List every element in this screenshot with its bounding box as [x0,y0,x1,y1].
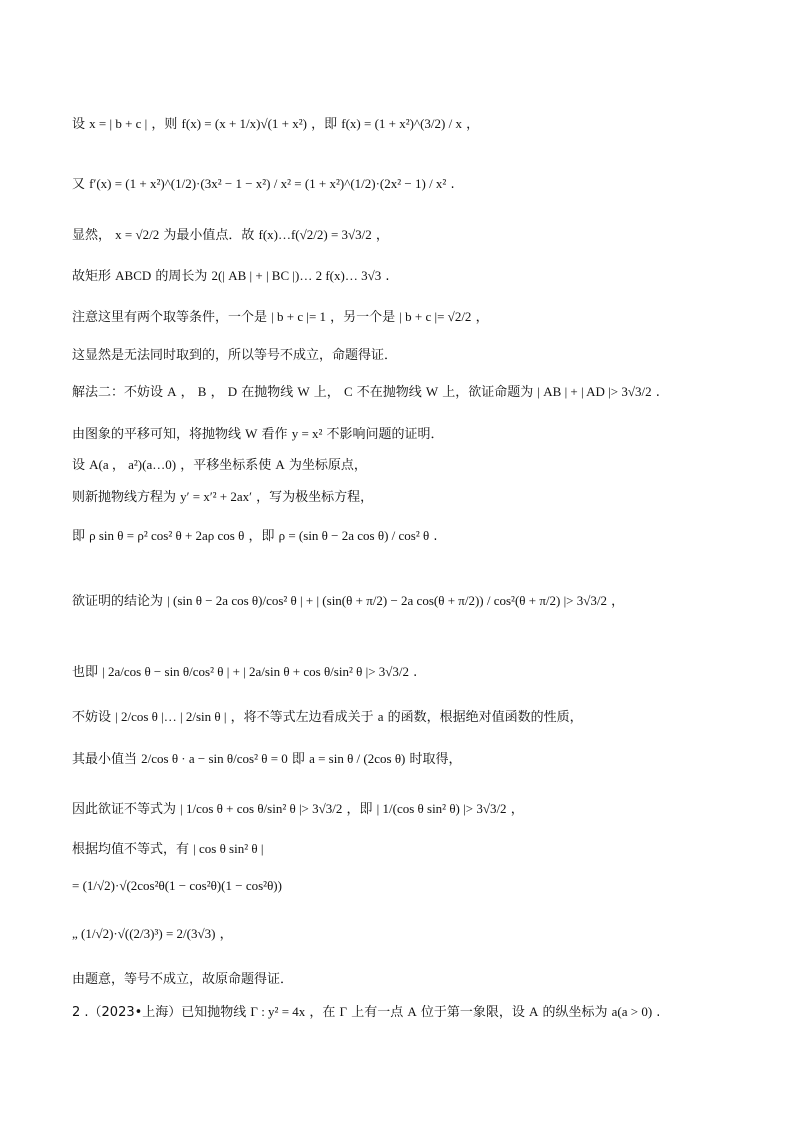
math-expression: x = | b + c | [89,116,148,131]
text-segment: . [446,177,455,192]
math-expression: x = √2/2 [115,227,160,242]
text-line-l11 [72,527,754,546]
math-expression: | cos θ sin² θ | [193,841,264,856]
text-segment: 设 [72,458,90,473]
text-segment: ， [607,594,625,609]
text-line-l18 [72,877,754,895]
text-segment: ， [176,385,198,400]
text-segment: ，将不等式左边看成关于 [226,710,378,725]
math-expression: | 1/cos θ + cos θ/sin² θ |> 3√3/2 [180,801,343,816]
math-expression: | 2a/cos θ − sin θ/cos² θ | + | 2a/sin θ + cos θ/sin² θ |> 3√3/2 [102,664,410,679]
text-segment: 看作 [257,427,292,442]
text-segment: 不影响问题的证明． [322,427,444,442]
text-segment: 为最小值点．故 [159,228,259,243]
text-line-l15 [72,750,754,769]
math-expression: f(x) = (x + 1/x)√(1 + x²) [181,116,307,131]
text-segment: 根据均值不等式，有 [72,842,194,857]
text-segment: ， [371,228,389,243]
math-expression: ABCD [115,268,152,283]
text-line-l03 [72,226,754,245]
math-expression: f(x)…f(√2/2) = 3√3/2 [258,227,372,242]
text-line-l05 [72,308,754,327]
text-segment: 设 [72,117,90,132]
text-segment: 注意这里有两个取等条件，一个是 [72,310,272,325]
text-segment: 欲证明的结论为 [72,594,168,609]
text-segment: ，即 [307,117,342,132]
math-expression: f′(x) = (1 + x²)^(1/2)·(3x² − 1 − x²) / x² = (1 + x²)^(1/2)·(2x² − 1) / x² [89,176,447,191]
math-expression: | 2/cos θ |… | 2/sin θ | [115,709,227,724]
math-expression: | 1/(cos θ sin² θ) |> 3√3/2 [376,801,507,816]
text-segment: 为坐标原点， [284,458,367,473]
math-expression: ρ = (sin θ − 2a cos θ) / cos² θ [278,528,430,543]
next-problem-statement [72,1001,764,1020]
text-line-l19 [72,925,754,944]
text-segment: 的纵坐标为 [538,1005,612,1020]
math-expression: W [297,384,310,399]
math-expression: | (sin θ − 2a cos θ)/cos² θ | + | (sin(θ + π/2) − 2a cos(θ + π/2)) / cos²(θ + π/2) |> 3√3/2 [167,593,608,608]
text-segment: 即 [287,752,310,767]
math-expression: 2(| AB | + | BC |)… 2 f(x)… 3√3 [211,268,382,283]
text-segment: ， [215,927,233,942]
text-segment: 解法二：不妨设 [72,385,168,400]
text-line-l08 [72,425,754,444]
text-segment: 上有一点 [347,1005,408,1020]
text-segment: . [651,385,660,400]
math-expression: „ (1/√2)·√((2/3)³) = 2/(3√3) [72,926,216,941]
text-line-l04 [72,267,754,286]
text-segment: ，另一个是 [326,310,400,325]
text-segment: . [381,269,390,284]
math-expression: a = sin θ / (2cos θ) [309,751,406,766]
math-expression: y = x² [291,426,323,441]
text-line-l09 [72,456,754,475]
math-expression: f(x) = (1 + x²)^(3/2) / x [341,116,462,131]
text-segment: 由题意，等号不成立，故原命题得证． [72,972,294,987]
text-line-l10 [72,488,754,507]
text-line-l14 [72,708,754,727]
text-segment: 故矩形 [72,269,116,284]
math-expression: A [407,1004,417,1019]
math-expression: | b + c |= 1 [271,309,327,324]
math-expression: y′ = x′² + 2ax′ [180,489,253,504]
text-segment: . [652,1005,661,1020]
text-line-l17 [72,840,754,859]
text-segment: ， [206,385,228,400]
math-expression: A [275,457,285,472]
text-segment: 由图象的平移可知，将抛物线 [72,427,246,442]
math-expression: = (1/√2)·√(2cos²θ(1 − cos²θ)(1 − cos²θ)) [72,878,282,893]
text-segment: 其最小值当 [72,752,142,767]
math-expression: A(a ， a²)(a…0) [89,457,177,472]
text-segment: 则新抛物线方程为 [72,490,181,505]
math-expression: Γ : y² = 4x [250,1004,306,1019]
text-segment: 上，欲证命题为 [438,385,538,400]
text-line-l07 [72,383,754,402]
text-segment: ，即 [244,529,279,544]
text-segment: ， [471,310,489,325]
math-expression: a [377,709,384,724]
text-segment: 即 [72,529,90,544]
text-line-l01 [72,115,754,134]
text-segment: ， [506,802,524,817]
text-segment: 因此欲证不等式为 [72,802,181,817]
math-expression: A [528,1004,539,1019]
math-expression: W [425,384,439,399]
math-expression: | AB | + | AD |> 3√3/2 [537,384,652,399]
text-segment: ，即 [342,802,377,817]
text-segment: 显然， [72,228,116,243]
text-segment: ，在 [305,1005,340,1020]
math-expression: W [245,426,258,441]
text-line-l20 [72,970,754,989]
text-segment: 上， [309,385,344,400]
text-segment: ，则 [147,117,182,132]
text-segment: . [409,665,418,680]
math-expression: | b + c |= √2/2 [399,309,472,324]
text-segment: 的函数，根据绝对值函数的性质， [383,710,583,725]
text-line-l06 [72,346,754,365]
text-segment: . [429,529,438,544]
text-segment: 也即 [72,665,103,680]
text-line-l02 [72,175,754,194]
math-expression: D [227,384,238,399]
text-segment: 不妨设 [72,710,116,725]
math-expression: C [343,384,353,399]
text-segment: ，写为极坐标方程， [252,490,374,505]
math-expression: A [167,384,177,399]
text-segment: 不在抛物线 [352,385,426,400]
math-expression: Γ [339,1004,348,1019]
text-segment: 的周长为 [151,269,212,284]
math-expression: 2/cos θ · a − sin θ/cos² θ = 0 [141,751,288,766]
text-segment: 这显然是无法同时取到的，所以等号不成立，命题得证． [72,348,398,363]
text-segment: ，平移坐标系使 [176,458,276,473]
text-segment: 位于第一象限，设 [416,1005,529,1020]
text-line-l16 [72,800,754,819]
text-segment: 时取得， [405,752,462,767]
text-line-l12 [72,592,754,611]
math-expression: ρ sin θ = ρ² cos² θ + 2aρ cos θ [89,528,245,543]
text-segment: ， [461,117,480,132]
text-segment: 又 [72,177,90,192]
math-expression: B [197,384,207,399]
text-segment: 2 .（2023•上海）已知抛物线 [72,1005,251,1020]
text-line-l13 [72,663,754,682]
math-expression: a(a > 0) [611,1004,653,1019]
text-segment: 在抛物线 [237,385,298,400]
